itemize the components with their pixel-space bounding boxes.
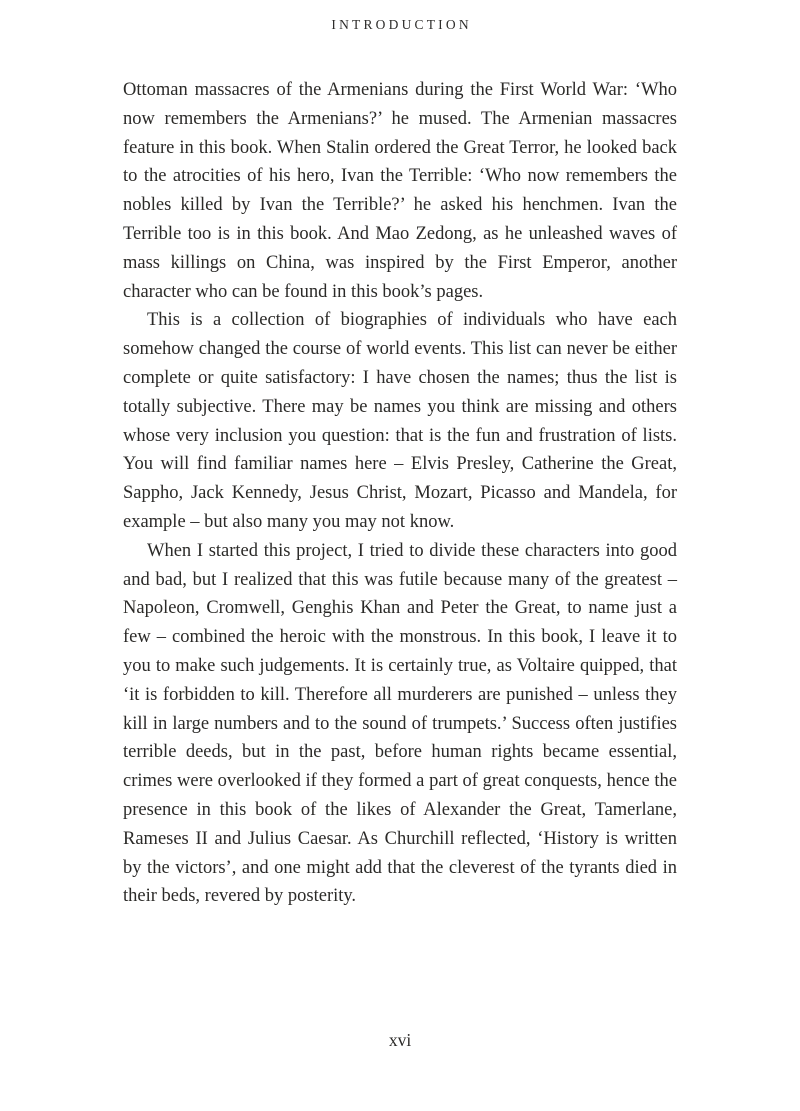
- paragraph: When I started this project, I tried to divide these characters into good and bad, but I realized that this was futile because many of the greatest – Napoleon, Cromwell, Genghis Khan and Peter the Great, to name just a few – combined the heroic with the monstrous. In this book, I leave it to you to make such judgements. It is certainly true, as Voltaire quipped, that ‘it is forbidden to kill. Therefore all murderers are punished – unless they kill in large numbers and to the sound of trumpets.’ Success often justifies terrible deeds, but in the past, before human rights became essential, crimes were overlooked if they formed a part of great conquests, hence the presence in this book of the likes of Alexander the Great, Tamerlane, Rameses II and Julius Caesar. As Churchill reflected, ‘History is written by the victors’, and one might add that the cleverest of the tyrants died in their beds, revered by posterity.: [123, 540, 677, 907]
- paragraph: This is a collection of biographies of individuals who have each somehow changed the course of world events. This list can never be either complete or quite satisfactory: I have chosen the names; thus the list is totally subjective. There may be names you think are missing and others whose very inclusion you question: that is the fun and frustration of lists. You will find familiar names here – Elvis Presley, Catherine the Great, Sappho, Jack Kennedy, Jesus Christ, Mozart, Picasso and Mandela, for example – but also many you may not know.: [123, 310, 677, 532]
- running-head: INTRODUCTION: [331, 17, 472, 32]
- page-number: xvi: [388, 1030, 412, 1050]
- paragraph: Ottoman massacres of the Armenians during the First World War: ‘Who now remembers the Armenians?’ he mused. The Armenian massacres feature in this book. When Stalin ordered the Great Terror, he looked back to the atrocities of his hero, Ivan the Terrible: ‘Who now remembers the nobles killed by Ivan the Terrible?’ he asked his henchmen. Ivan the Terrible too is in this book. And Mao Zedong, as he unleashed waves of mass killings on China, was inspired by the First Emperor, another character who can be found in this book’s pages.: [123, 80, 677, 302]
- body-text: [123, 76, 677, 911]
